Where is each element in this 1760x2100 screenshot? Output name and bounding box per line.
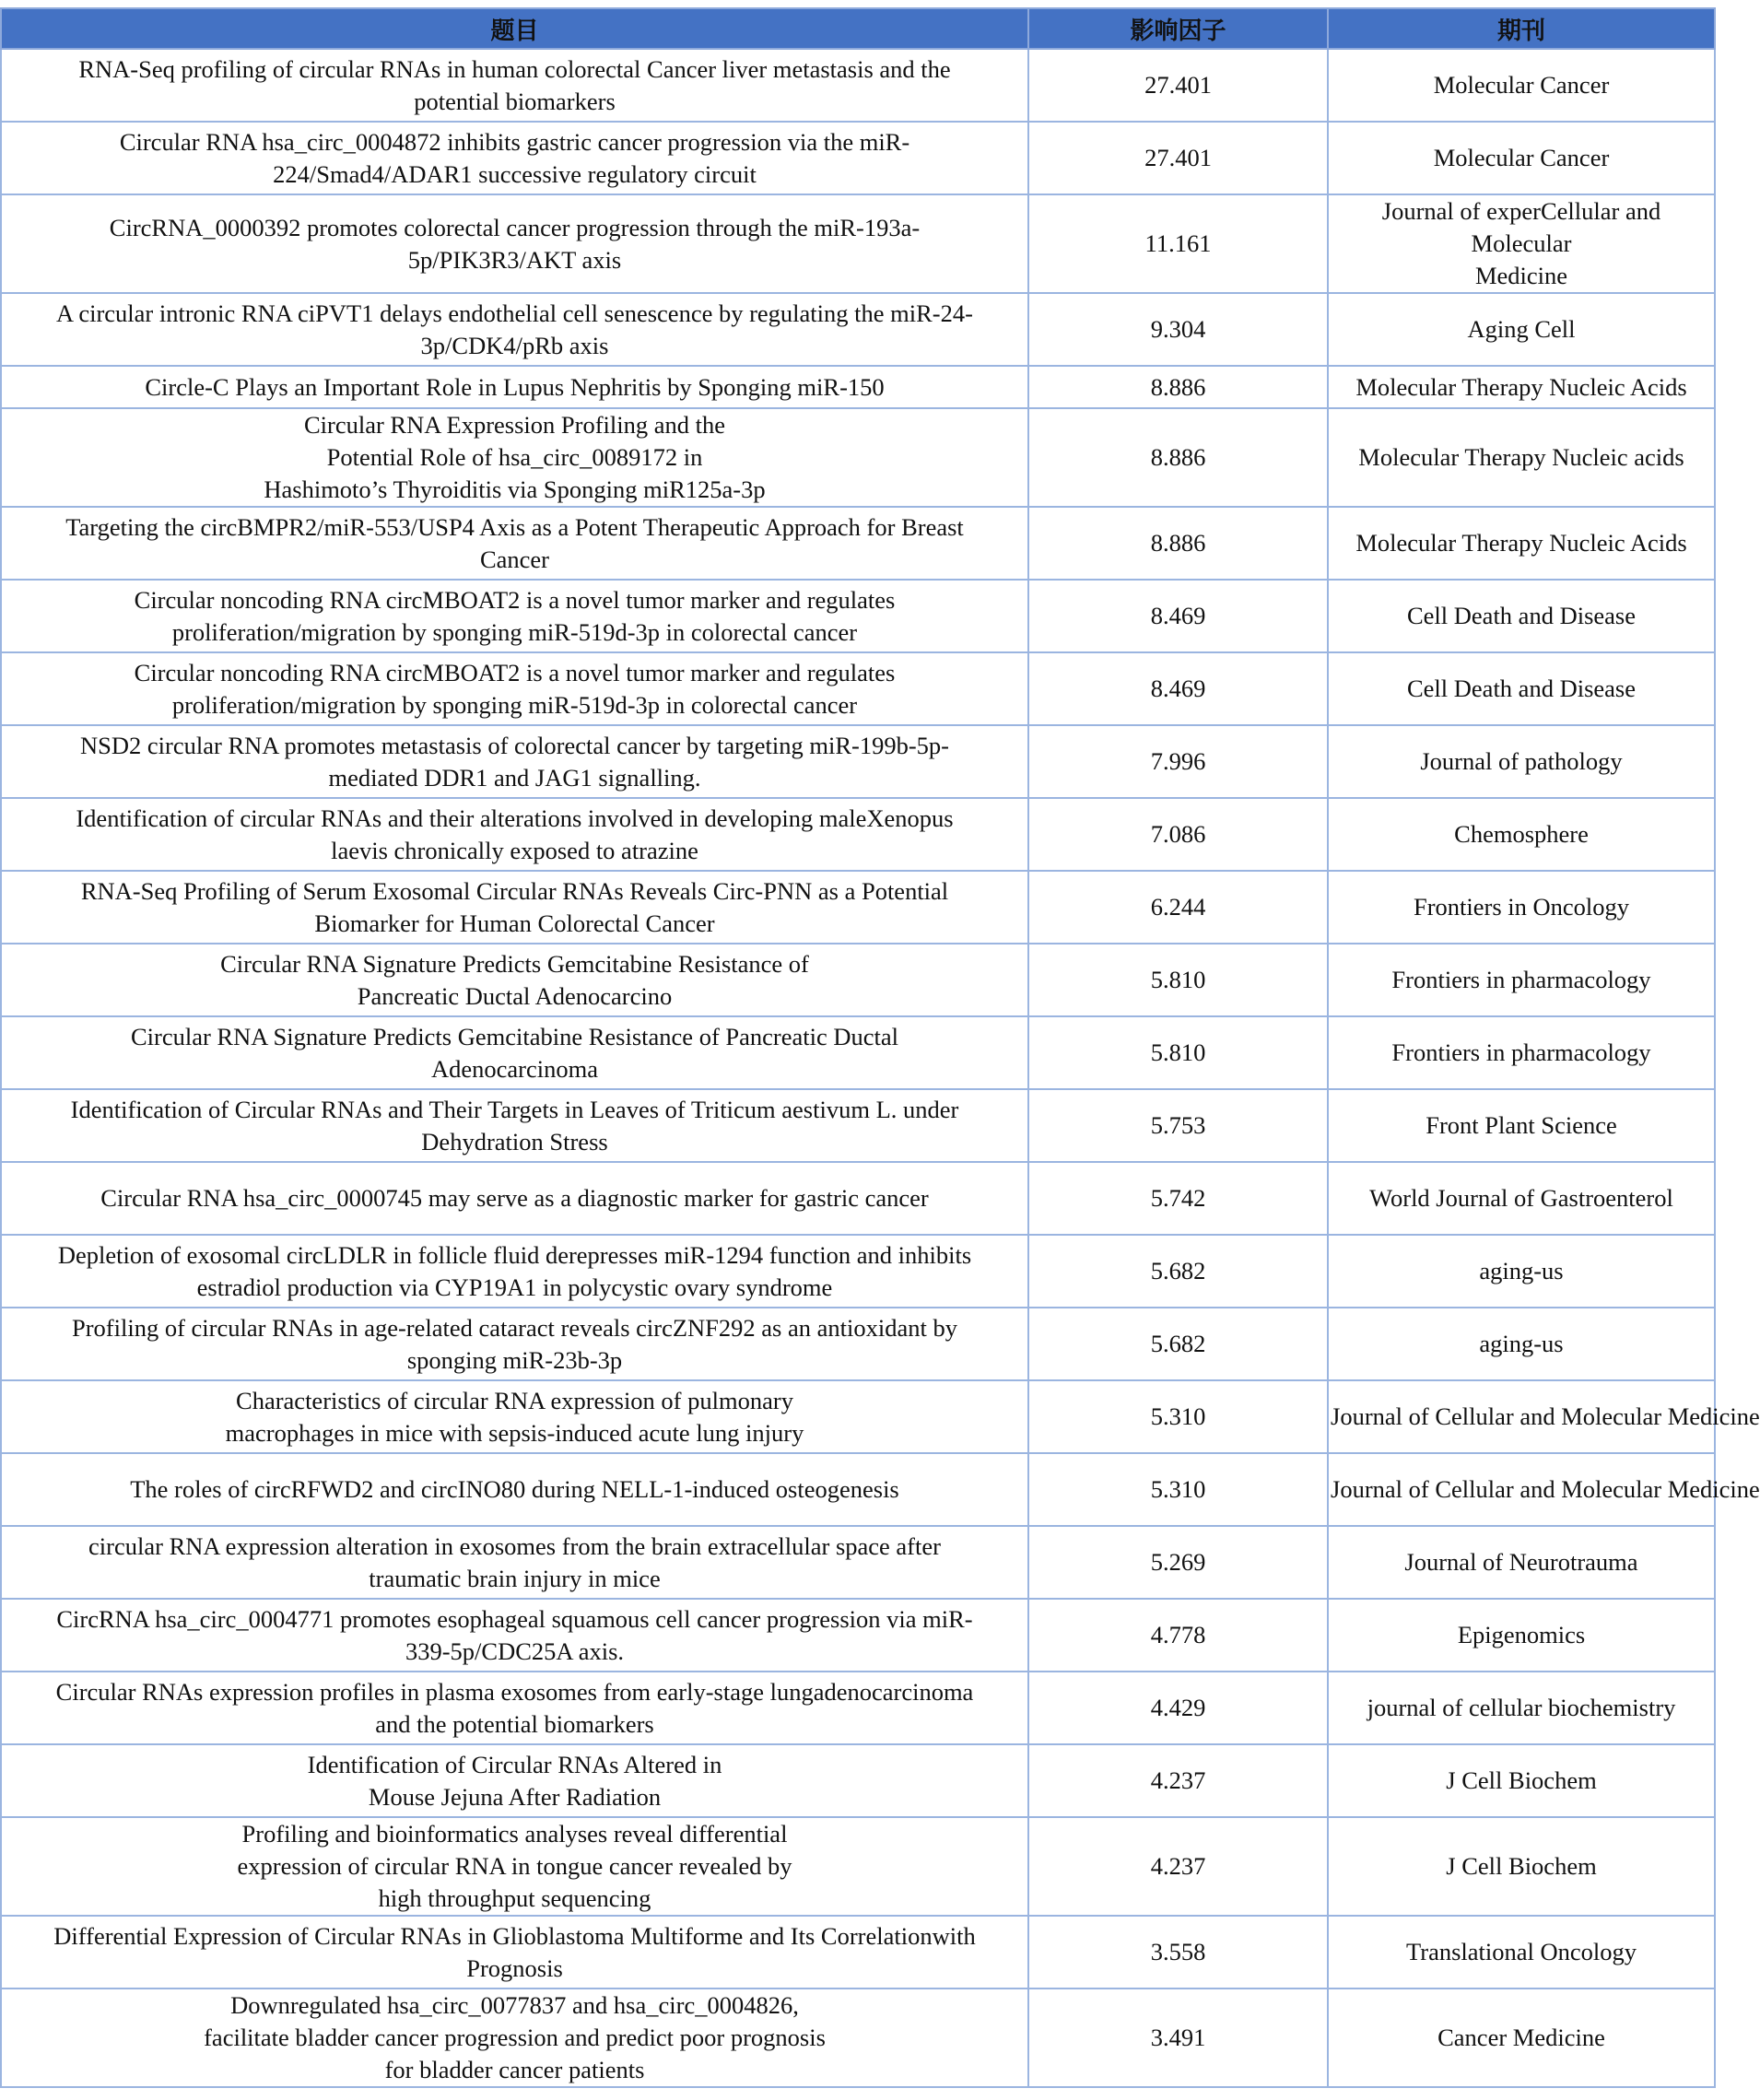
cell-title: Downregulated hsa_circ_0077837 and hsa_circ_0004826, facilitate bladder cancer progression and predict poor prognosis for bladder cancer patients: [1, 1989, 1028, 2087]
cell-journal: Journal of Neurotrauma: [1328, 1526, 1715, 1599]
cell-title: NSD2 circular RNA promotes metastasis of colorectal cancer by targeting miR-199b-5p- mediated DDR1 and JAG1 signalling.: [1, 725, 1028, 798]
papers-table: [0, 7, 1760, 2088]
cell-title: Circular RNA Signature Predicts Gemcitabine Resistance of Pancreatic Ductal Adenocarcino: [1, 944, 1028, 1016]
header-title: 题目: [1, 8, 1028, 49]
table-row: [1, 1526, 1715, 1599]
cell-title: Identification of Circular RNAs and Their Targets in Leaves of Triticum aestivum L. under Dehydration Stress: [1, 1089, 1028, 1162]
table-body: [1, 49, 1760, 2087]
cell-journal: Frontiers in Oncology: [1328, 871, 1715, 944]
cell-journal: Journal of Cellular and Molecular Medicine: [1328, 1380, 1715, 1453]
cell-title: Differential Expression of Circular RNAs in Glioblastoma Multiforme and Its Correlationwith Prognosis: [1, 1916, 1028, 1989]
table-row: [1, 725, 1715, 798]
cell-journal: Cancer Medicine: [1328, 1989, 1715, 2087]
table-row: [1, 1016, 1715, 1089]
cell-impact-factor: 5.269: [1028, 1526, 1328, 1599]
table-header: [1, 8, 1715, 49]
cell-impact-factor: 6.244: [1028, 871, 1328, 944]
cell-impact-factor: 8.469: [1028, 580, 1328, 652]
cell-journal: Molecular Cancer: [1328, 122, 1715, 194]
cell-impact-factor: 27.401: [1028, 49, 1328, 122]
cell-journal: World Journal of Gastroenterol: [1328, 1162, 1715, 1235]
cell-title: Circular noncoding RNA circMBOAT2 is a novel tumor marker and regulates proliferation/migration by sponging miR-519d-3p in colorectal cancer: [1, 652, 1028, 725]
cell-impact-factor: 27.401: [1028, 122, 1328, 194]
table-row: [1, 1817, 1715, 1916]
cell-journal: Cell Death and Disease: [1328, 580, 1715, 652]
cell-title: CircRNA hsa_circ_0004771 promotes esophageal squamous cell cancer progression via miR- 339-5p/CDC25A axis.: [1, 1599, 1028, 1672]
cell-title: Profiling and bioinformatics analyses reveal differential expression of circular RNA in tongue cancer revealed by high throughput sequencing: [1, 1817, 1028, 1916]
table-row: [1, 871, 1715, 944]
table-row: [1, 1380, 1715, 1453]
cell-impact-factor: 8.886: [1028, 507, 1328, 580]
cell-impact-factor: 5.310: [1028, 1453, 1328, 1526]
cell-title: CircRNA_0000392 promotes colorectal cancer progression through the miR-193a- 5p/PIK3R3/AKT axis: [1, 194, 1028, 293]
cell-journal: Molecular Cancer: [1328, 49, 1715, 122]
cell-title: The roles of circRFWD2 and circINO80 during NELL-1-induced osteogenesis: [1, 1453, 1028, 1526]
cell-impact-factor: 3.491: [1028, 1989, 1328, 2087]
cell-journal: Molecular Therapy Nucleic Acids: [1328, 507, 1715, 580]
cell-journal: Aging Cell: [1328, 293, 1715, 366]
cell-journal: Journal of Cellular and Molecular Medicine: [1328, 1453, 1715, 1526]
cell-journal: Molecular Therapy Nucleic Acids: [1328, 366, 1715, 408]
table-row: [1, 1744, 1715, 1817]
table-row: [1, 1916, 1715, 1989]
cell-title: Profiling of circular RNAs in age-related cataract reveals circZNF292 as an antioxidant by sponging miR-23b-3p: [1, 1308, 1028, 1380]
cell-impact-factor: 5.682: [1028, 1308, 1328, 1380]
cell-title: Circular RNA hsa_circ_0004872 inhibits gastric cancer progression via the miR- 224/Smad4/ADAR1 successive regulatory circuit: [1, 122, 1028, 194]
cell-title: Circular noncoding RNA circMBOAT2 is a novel tumor marker and regulates proliferation/migration by sponging miR-519d-3p in colorectal cancer: [1, 580, 1028, 652]
cell-title: RNA-Seq profiling of circular RNAs in human colorectal Cancer liver metastasis and the potential biomarkers: [1, 49, 1028, 122]
table-row: [1, 1235, 1715, 1308]
cell-journal: Cell Death and Disease: [1328, 652, 1715, 725]
cell-journal: aging-us: [1328, 1308, 1715, 1380]
header-row: [1, 8, 1715, 49]
cell-impact-factor: 5.310: [1028, 1380, 1328, 1453]
header-journal: 期刊: [1328, 8, 1715, 49]
cell-impact-factor: 5.742: [1028, 1162, 1328, 1235]
cell-impact-factor: 5.753: [1028, 1089, 1328, 1162]
table-row: [1, 507, 1715, 580]
table-row: [1, 944, 1715, 1016]
table-row: [1, 1308, 1715, 1380]
cell-impact-factor: 8.886: [1028, 366, 1328, 408]
cell-title: RNA-Seq Profiling of Serum Exosomal Circular RNAs Reveals Circ-PNN as a Potential Biomarker for Human Colorectal Cancer: [1, 871, 1028, 944]
table-row: [1, 293, 1715, 366]
cell-impact-factor: 5.810: [1028, 944, 1328, 1016]
cell-journal: Front Plant Science: [1328, 1089, 1715, 1162]
table-row: [1, 652, 1715, 725]
table-row: [1, 1989, 1715, 2087]
cell-journal: Chemosphere: [1328, 798, 1715, 871]
cell-title: Circular RNA Signature Predicts Gemcitabine Resistance of Pancreatic Ductal Adenocarcinoma: [1, 1016, 1028, 1089]
cell-impact-factor: 8.886: [1028, 408, 1328, 507]
cell-journal: Frontiers in pharmacology: [1328, 944, 1715, 1016]
cell-impact-factor: 4.237: [1028, 1817, 1328, 1916]
cell-title: Circular RNAs expression profiles in plasma exosomes from early-stage lungadenocarcinoma and the potential biomarkers: [1, 1672, 1028, 1744]
cell-title: Identification of Circular RNAs Altered in Mouse Jejuna After Radiation: [1, 1744, 1028, 1817]
cell-journal: Molecular Therapy Nucleic acids: [1328, 408, 1715, 507]
table-row: [1, 1599, 1715, 1672]
cell-journal: Translational Oncology: [1328, 1916, 1715, 1989]
cell-journal: Journal of experCellular and Molecular Medicine: [1328, 194, 1715, 293]
cell-impact-factor: 7.086: [1028, 798, 1328, 871]
cell-title: Circle-C Plays an Important Role in Lupus Nephritis by Sponging miR-150: [1, 366, 1028, 408]
cell-title: Depletion of exosomal circLDLR in follicle fluid derepresses miR-1294 function and inhibits estradiol production via CYP19A1 in polycystic ovary syndrome: [1, 1235, 1028, 1308]
table-row: [1, 49, 1715, 122]
table-row: [1, 366, 1715, 408]
table-row: [1, 580, 1715, 652]
cell-journal: journal of cellular biochemistry: [1328, 1672, 1715, 1744]
cell-title: circular RNA expression alteration in exosomes from the brain extracellular space after traumatic brain injury in mice: [1, 1526, 1028, 1599]
cell-impact-factor: 4.429: [1028, 1672, 1328, 1744]
cell-title: Identification of circular RNAs and their alterations involved in developing maleXenopus laevis chronically exposed to atrazine: [1, 798, 1028, 871]
cell-impact-factor: 7.996: [1028, 725, 1328, 798]
cell-title: A circular intronic RNA ciPVT1 delays endothelial cell senescence by regulating the miR-24- 3p/CDK4/pRb axis: [1, 293, 1028, 366]
table-row: [1, 194, 1715, 293]
cell-impact-factor: 4.778: [1028, 1599, 1328, 1672]
cell-title: Targeting the circBMPR2/miR-553/USP4 Axis as a Potent Therapeutic Approach for Breast Cancer: [1, 507, 1028, 580]
cell-journal: aging-us: [1328, 1235, 1715, 1308]
table-row: [1, 122, 1715, 194]
cell-journal: Journal of pathology: [1328, 725, 1715, 798]
cell-title: Characteristics of circular RNA expression of pulmonary macrophages in mice with sepsis-induced acute lung injury: [1, 1380, 1028, 1453]
cell-journal: J Cell Biochem: [1328, 1744, 1715, 1817]
cell-impact-factor: 5.810: [1028, 1016, 1328, 1089]
cell-impact-factor: 4.237: [1028, 1744, 1328, 1817]
cell-title: Circular RNA Expression Profiling and the Potential Role of hsa_circ_0089172 in Hashimoto’s Thyroiditis via Sponging miR125a-3p: [1, 408, 1028, 507]
cell-journal: Frontiers in pharmacology: [1328, 1016, 1715, 1089]
table-row: [1, 1162, 1715, 1235]
table-row: [1, 1089, 1715, 1162]
table-row: [1, 1453, 1715, 1526]
cell-impact-factor: 3.558: [1028, 1916, 1328, 1989]
table-row: [1, 798, 1715, 871]
table-row: [1, 408, 1715, 507]
cell-journal: J Cell Biochem: [1328, 1817, 1715, 1916]
cell-impact-factor: 5.682: [1028, 1235, 1328, 1308]
cell-impact-factor: 11.161: [1028, 194, 1328, 293]
papers-table-container: [0, 7, 1760, 2088]
cell-journal: Epigenomics: [1328, 1599, 1715, 1672]
cell-title: Circular RNA hsa_circ_0000745 may serve as a diagnostic marker for gastric cancer: [1, 1162, 1028, 1235]
cell-impact-factor: 9.304: [1028, 293, 1328, 366]
cell-impact-factor: 8.469: [1028, 652, 1328, 725]
header-impact-factor: 影响因子: [1028, 8, 1328, 49]
table-row: [1, 1672, 1715, 1744]
